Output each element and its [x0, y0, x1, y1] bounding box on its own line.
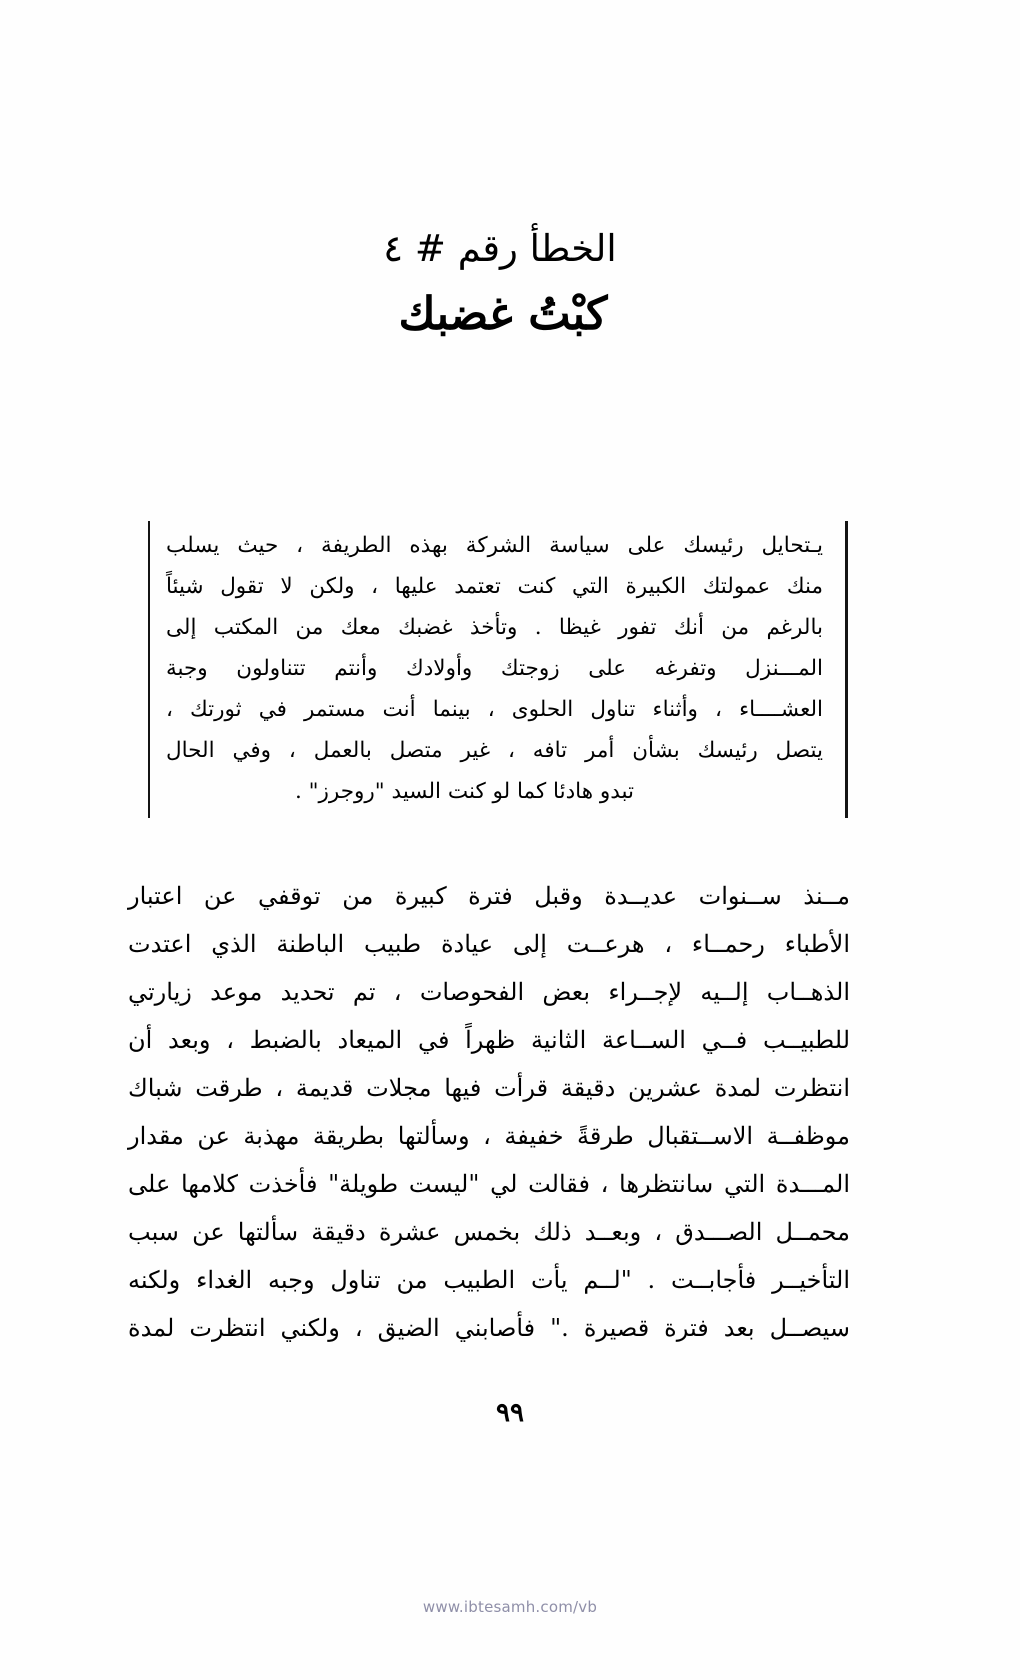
page-number: ٩٩ [496, 1398, 524, 1428]
body-line: الذهــاب إلــيه لإجــراء بعض الفحوصات ، تم تحديد موعد زيارتي [128, 978, 850, 1006]
footer-watermark: www.ibtesamh.com/vb [422, 1598, 598, 1616]
body-line: محمــل الصـــدق ، وبعــد ذلك بخمس عشرة دقيقة سألتها عن سبب [128, 1218, 851, 1246]
quote-line: المـــنزل وتفرغه على زوجتك وأولادك وأنتم تتناولون وجبة [166, 656, 823, 681]
body-line: مــنذ ســنوات عديــدة وقبل فترة كبيرة من توقفي عن اعتبار [128, 882, 850, 910]
quote-line: بالرغم من أنك تفور غيظا . وتأخذ غضبك معك من المكتب إلى [166, 615, 823, 640]
quote-line: يـتحايل رئيسك على سياسة الشركة بهذه الطريفة ، حيث يسلب [166, 533, 823, 558]
body-line: التأخيــر فأجابــت . "لــم يأت الطبيب من تناول وجبه الغداء ولكنه [128, 1266, 850, 1294]
body-line: المـــدة التي سانتظرها ، فقالت لي "ليست طويلة" فأخذت كلامها على [128, 1170, 851, 1198]
body-line: الأطباء رحمــاء ، هرعــت إلى عيادة طبيب الباطنة الذي اعتدت [128, 930, 850, 958]
chapter-kicker: الخطأ رقم # ٤ [383, 227, 617, 270]
body-line: موظفــة الاســتقبال طرقةً خفيفة ، وسألتها بطريقة مهذبة عن مقدار [128, 1122, 850, 1150]
body-line: للطبيــب فــي الســاعة الثانية ظهراً في الميعاد بالضبط ، وبعد أن [128, 1026, 851, 1054]
body-paragraph [128, 872, 850, 1352]
quote-block [148, 521, 848, 818]
body-line: سيصــل بعد فترة قصيرة ." فأصابني الضيق ، ولكني انتظرت لمدة [128, 1314, 850, 1342]
quote-line: يتصل رئيسك بشأن أمر تافه ، غير متصل بالعمل ، وفي الحال [166, 738, 823, 763]
chapter-title: كبْتُ غضبك [398, 286, 608, 340]
quote-line: منك عمولتك الكبيرة التي كنت تعتمد عليها ، ولكن لا تقول شيئاً [166, 574, 823, 599]
body-line: انتظرت لمدة عشرين دقيقة قرأت فيها مجلات قديمة ، طرقت شباك [128, 1074, 850, 1102]
chapter-heading [0, 228, 1020, 338]
quote-line: العشــــاء ، وأثناء تناول الحلوى ، بينما أنت مستمر في ثورتك ، [166, 697, 823, 722]
quote-line: تبدو هادئا كما لو كنت السيد "روجرز" . [294, 779, 635, 804]
